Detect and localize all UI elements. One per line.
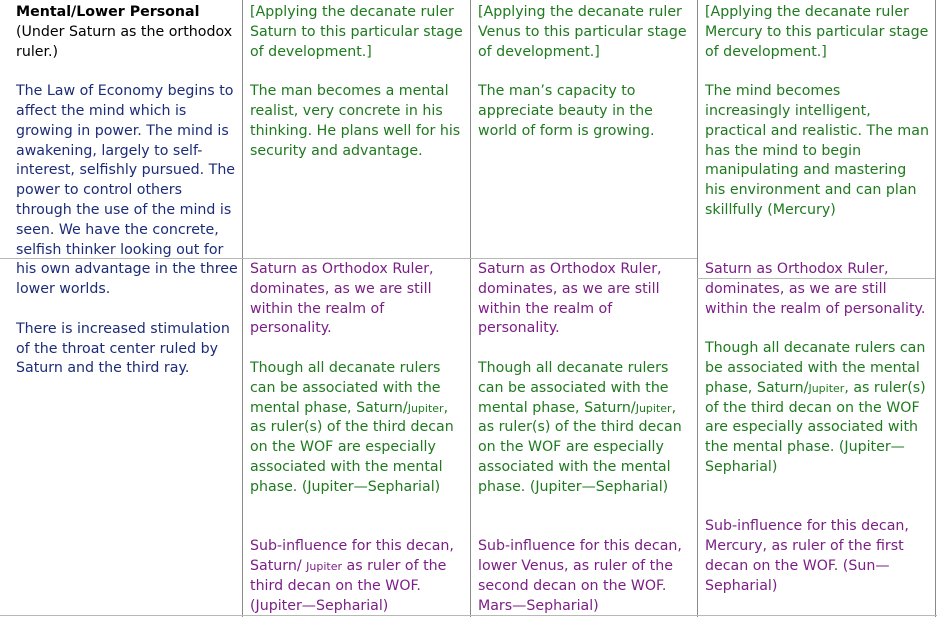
col4-decan-small: Jupiter [808,381,845,395]
col2-decan-b: , as ruler(s) of the third decan on the WOF are especially associated with the mental phase. (Jupiter—Sepharial) [250,399,454,495]
row-divider [0,615,937,616]
col4-sub: Sub-influence for this decan, Mercury, as ruler of the first decan on the WOF. (Sun—Sepharial) [705,518,909,594]
column-divider [242,0,243,617]
column-divider [470,0,471,617]
col2-sub-b: as ruler of the third decan on the WOF. (Jupiter—Sepharial) [250,557,447,614]
col3-decan-a: Though all decanate rulers can be associated with the mental phase, Saturn/ [478,359,669,416]
col3-sub: Sub-influence for this decan, lower Venus, as ruler of the second decan on the WOF. Mars—Sepharial) [478,538,682,614]
col4-decan [705,339,929,478]
col1-subtitle: (Under Saturn as the orthodox ruler.) [16,23,233,60]
col3-desc: The man’s capacity to appreciate beauty in the world of form is growing. [478,83,655,139]
col3-top-cell [478,3,692,142]
col4-top-cell [705,3,929,221]
col4-header: [Applying the decanate ruler Mercury to this particular stage of development.] [705,4,929,60]
col2-sub-a: Sub-influence for this decan, Saturn/ [250,538,454,574]
col2-decan-a: Though all decanate rulers can be associated with the mental phase, Saturn/ [250,359,441,416]
col4-orthodox: Saturn as Orthodox Ruler, dominates, as we are still within the realm of personality. [705,261,926,317]
col3-bottom-cell [478,260,692,616]
col4-bottom-cell [705,260,929,597]
col1-cell [16,3,238,379]
column-divider [935,0,936,617]
col2-decan [250,359,466,498]
col2-header: [Applying the decanate ruler Saturn to this particular stage of development.] [250,4,463,60]
col3-decan-small: Jupiter [635,401,672,415]
col3-header: [Applying the decanate ruler Venus to this particular stage of development.] [478,4,687,60]
column-divider [697,0,698,617]
col4-decan-a: Though all decanate rulers can be associated with the mental phase, Saturn/ [705,340,926,396]
col4-decan-b: , as ruler(s) of the third decan on the WOF are especially associated with the mental phase. (Jupiter—Sepharial) [705,379,926,475]
col1-title: Mental/Lower Personal [16,4,200,20]
col2-decan-small: Jupiter [407,401,444,415]
col4-desc: The mind becomes increasingly intelligent, practical and realistic. The man has the mind to begin manipulating and mastering his environment and can plan skillfully (Mercury) [705,83,929,218]
col2-sub [250,537,466,616]
col2-bottom-cell [250,260,466,616]
col3-orthodox: Saturn as Orthodox Ruler, dominates, as we are still within the realm of personality. [478,261,662,337]
row-divider [242,258,697,259]
col3-decan [478,359,692,498]
col3-decan-b: , as ruler(s) of the third decan on the WOF are especially associated with the mental phase. (Jupiter—Sepharial) [478,399,682,495]
col1-para1: The Law of Economy begins to affect the mind which is growing in power. The mind is awakening, largely to self-interest, selfishly pursued. The power to control others through the use of the mind is seen. We have the concrete, selfish thinker looking out for his own advantage in the three lower worlds. [16,83,238,298]
col2-orthodox: Saturn as Orthodox Ruler, dominates, as we are still within the realm of personality. [250,261,434,337]
col2-top-cell [250,3,466,161]
col2-desc: The man becomes a mental realist, very concrete in his thinking. He plans well for his security and advantage. [250,83,461,159]
col2-sub-small: Jupiter [306,559,342,573]
col1-para2: There is increased stimulation of the throat center ruled by Saturn and the third ray. [16,320,230,377]
